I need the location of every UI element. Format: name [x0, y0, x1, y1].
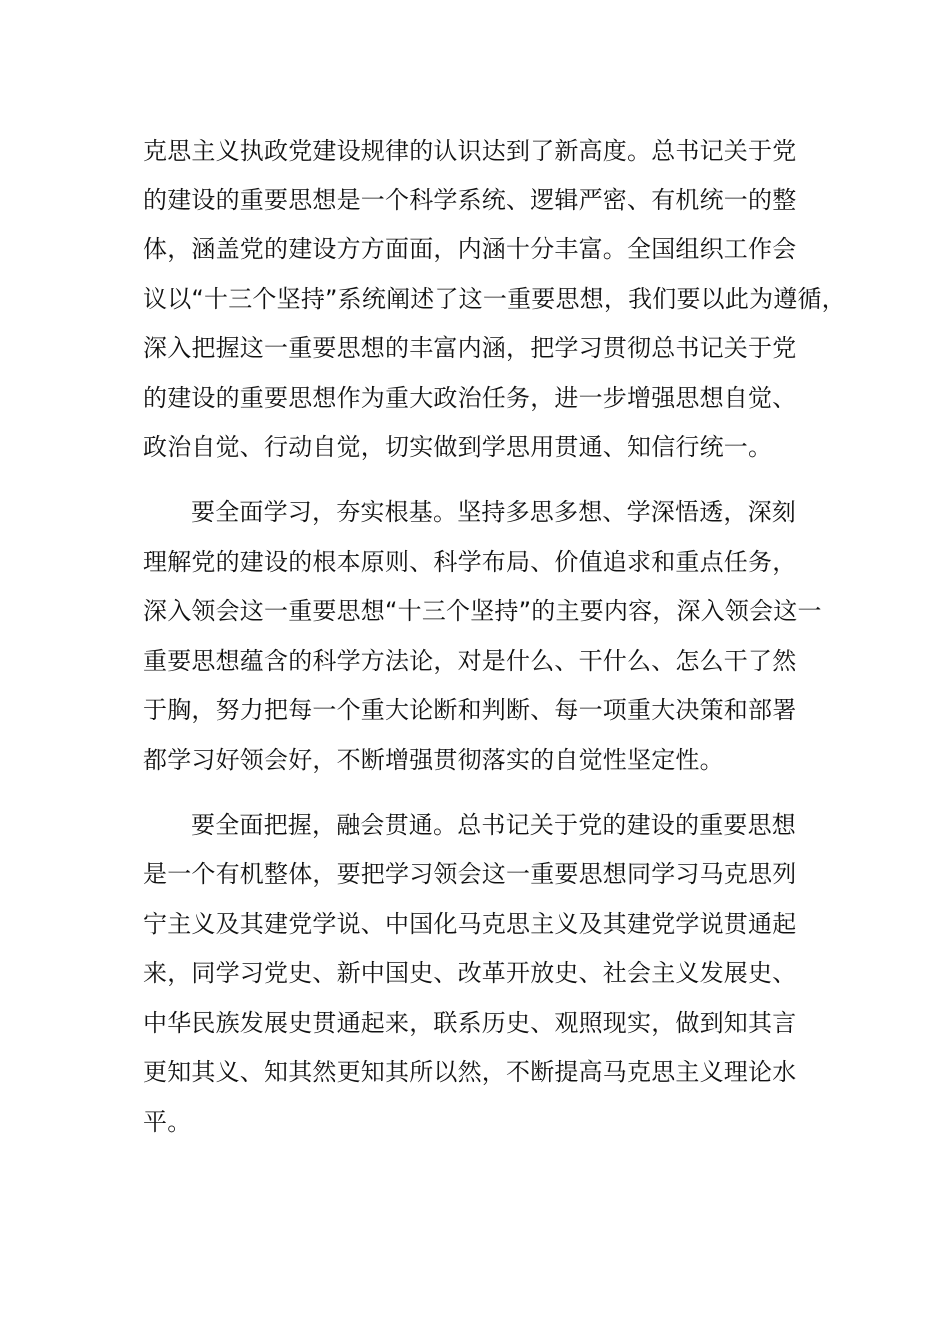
text-line: 深入把握这一重要思想的丰富内涵，把学习贯彻总书记关于党: [143, 334, 797, 362]
text-line: 宁主义及其建党学说、中国化马克思主义及其建党学说贯通起: [143, 910, 797, 938]
text-line: 政治自觉、行动自觉，切实做到学思用贯通、知信行统一。: [143, 433, 773, 461]
text-line: 理解党的建设的根本原则、科学布局、价值追求和重点任务，: [143, 548, 797, 576]
text-line: 议以“十三个坚持”系统阐述了这一重要思想，我们要以此为遵循，: [143, 285, 846, 313]
text-line: 于胸，努力把每一个重大论断和判断、每一项重大决策和部署: [143, 696, 797, 724]
text-line: 来，同学习党史、新中国史、改革开放史、社会主义发展史、: [143, 959, 797, 987]
text-line: 更知其义、知其然更知其所以然，不断提高马克思主义理论水: [143, 1058, 797, 1086]
text-line: 体，涵盖党的建设方方面面，内涵十分丰富。全国组织工作会: [143, 235, 797, 263]
text-line: 要全面把握，融会贯通。总书记关于党的建设的重要思想: [191, 811, 796, 839]
text-line: 中华民族发展史贯通起来，联系历史、观照现实，做到知其言: [143, 1009, 797, 1037]
text-line: 平。: [143, 1108, 192, 1136]
text-line: 深入领会这一重要思想“十三个坚持”的主要内容，深入领会这一: [143, 597, 822, 625]
text-line: 是一个有机整体，要把学习领会这一重要思想同学习马克思列: [143, 860, 797, 888]
text-line: 都学习好领会好，不断增强贯彻落实的自觉性坚定性。: [143, 746, 724, 774]
text-line: 的建设的重要思想是一个科学系统、逻辑严密、有机统一的整: [143, 186, 797, 214]
text-line: 克思主义执政党建设规律的认识达到了新高度。总书记关于党: [143, 137, 797, 165]
text-line: 要全面学习，夯实根基。坚持多思多想、学深悟透，深刻: [191, 498, 796, 526]
text-line: 的建设的重要思想作为重大政治任务，进一步增强思想自觉、: [143, 384, 797, 412]
text-line: 重要思想蕴含的科学方法论，对是什么、干什么、怎么干了然: [143, 647, 797, 675]
